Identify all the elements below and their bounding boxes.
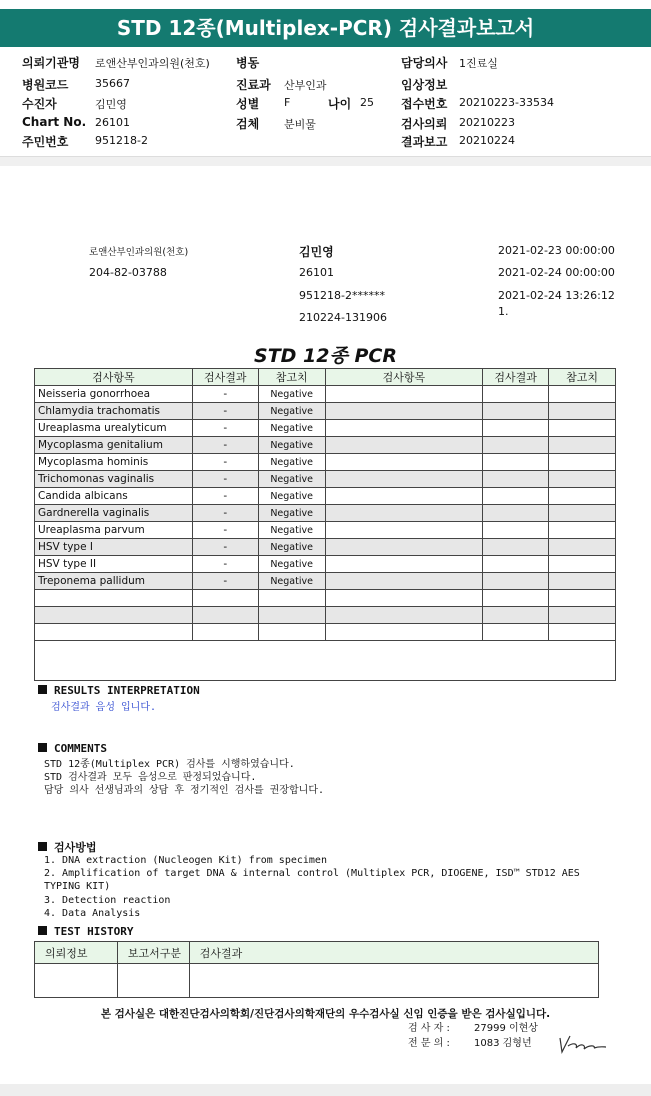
result-item-cell-2	[325, 573, 483, 590]
interpretation-heading	[38, 684, 200, 697]
result-value-cell-2	[483, 590, 549, 607]
result-item-cell-2	[325, 437, 483, 454]
result-value-cell	[192, 624, 258, 641]
result-value-cell-2	[483, 437, 549, 454]
result-ref-cell-2	[549, 573, 616, 590]
method-line: 3. Detection reaction	[44, 895, 171, 906]
bullet-square-icon	[38, 685, 47, 694]
method-line: 1. DNA extraction (Nucleogen Kit) from specimen	[44, 855, 327, 866]
table-row	[35, 590, 616, 607]
result-item-cell-2	[325, 539, 483, 556]
result-ref-cell: Negative	[258, 437, 325, 454]
result-ref-cell: Negative	[258, 386, 325, 403]
result-item-cell: Mycoplasma genitalium	[35, 437, 193, 454]
ward-label: 병동	[236, 56, 260, 70]
result-item-cell: Mycoplasma hominis	[35, 454, 193, 471]
result-value-cell-2	[483, 607, 549, 624]
comments-heading-text: COMMENTS	[54, 742, 107, 755]
hospital-code-value: 35667	[95, 77, 130, 90]
result-ref-cell-2	[549, 624, 616, 641]
bullet-square-icon	[38, 743, 47, 752]
result-item-cell: HSV type II	[35, 556, 193, 573]
method-heading	[38, 839, 97, 855]
result-ref-cell-2	[549, 607, 616, 624]
doctor-label: 담당의사	[401, 56, 448, 70]
result-item-cell-2	[325, 522, 483, 539]
doctor-value: 1진료실	[459, 57, 498, 70]
result-ref-cell: Negative	[258, 403, 325, 420]
result-ref-cell: Negative	[258, 471, 325, 488]
comment-line: 담당 의사 선생님과의 상담 후 정기적인 검사를 권장합니다.	[44, 785, 325, 796]
history-cell	[117, 964, 189, 998]
history-row	[35, 964, 599, 998]
result-value-cell: -	[192, 420, 258, 437]
rrn-label: 주민번호	[22, 135, 69, 149]
clinical-label: 임상정보	[401, 78, 448, 92]
result-value-cell: -	[192, 488, 258, 505]
specimen-value: 분비물	[284, 118, 316, 131]
result-value-cell: -	[192, 471, 258, 488]
result-ref-cell: Negative	[258, 420, 325, 437]
result-value-cell-2	[483, 488, 549, 505]
request-value: 20210223	[459, 116, 515, 129]
specimen-number: 210224-131906	[299, 311, 387, 324]
result-value-cell: -	[192, 505, 258, 522]
result-value-cell: -	[192, 403, 258, 420]
col-header-item: 검사항목	[35, 369, 193, 386]
result-ref-cell-2	[549, 590, 616, 607]
col-header-ref-2: 참고치	[549, 369, 616, 386]
result-item-cell	[35, 607, 193, 624]
result-ref-cell	[258, 607, 325, 624]
result-value-cell-2	[483, 471, 549, 488]
date-reported: 2021-02-24 13:26:12	[498, 289, 615, 302]
results-table	[34, 368, 616, 641]
table-row	[35, 386, 616, 403]
method-line: 4. Data Analysis	[44, 908, 141, 919]
result-ref-cell: Negative	[258, 556, 325, 573]
table-row	[35, 556, 616, 573]
result-ref-cell: Negative	[258, 573, 325, 590]
examiner-label: 검 사 자 :	[408, 1023, 450, 1034]
signature-image	[556, 1028, 608, 1056]
patient-chart: 26101	[299, 266, 334, 279]
result-item-cell-2	[325, 505, 483, 522]
chart-label: Chart No.	[22, 115, 87, 129]
method-line: 2. Amplification of target DNA & internal control (Multiplex PCR, DIOGENE, ISD™ STD12 AES	[44, 868, 580, 879]
examiner-value: 27999 이현상	[474, 1023, 538, 1034]
result-value-cell: -	[192, 454, 258, 471]
col-header-result-2: 검사결과	[483, 369, 549, 386]
result-item-cell: Ureaplasma urealyticum	[35, 420, 193, 437]
result-item-cell: Candida albicans	[35, 488, 193, 505]
date-reported-cont: 1.	[498, 305, 509, 318]
table-row	[35, 437, 616, 454]
dept-label: 진료과	[236, 78, 271, 92]
date-received: 2021-02-23 00:00:00	[498, 244, 615, 257]
result-ref-cell: Negative	[258, 505, 325, 522]
sex-value: F	[284, 96, 291, 109]
result-item-cell: Neisseria gonorrhoea	[35, 386, 193, 403]
result-ref-cell-2	[549, 488, 616, 505]
result-value-cell-2	[483, 420, 549, 437]
result-item-cell: Trichomonas vaginalis	[35, 471, 193, 488]
result-ref-cell: Negative	[258, 539, 325, 556]
history-col-result: 검사결과	[189, 942, 598, 964]
table-row	[35, 624, 616, 641]
table-row	[35, 488, 616, 505]
comment-line: STD 12종(Multiplex PCR) 검사를 시행하였습니다.	[44, 759, 295, 770]
history-cell	[35, 964, 118, 998]
specialist-label: 전 문 의 :	[408, 1038, 450, 1049]
result-item-cell-2	[325, 386, 483, 403]
history-col-request: 의뢰정보	[35, 942, 118, 964]
table-row	[35, 403, 616, 420]
patient-label: 수진자	[22, 97, 57, 111]
interpretation-heading-text: RESULTS INTERPRETATION	[54, 684, 200, 697]
patient-value: 김민영	[95, 98, 127, 111]
result-item-cell: HSV type I	[35, 539, 193, 556]
table-row	[35, 471, 616, 488]
result-ref-cell-2	[549, 505, 616, 522]
result-value-cell: -	[192, 522, 258, 539]
result-item-cell-2	[325, 590, 483, 607]
result-value-cell-2	[483, 539, 549, 556]
result-item-cell: Gardnerella vaginalis	[35, 505, 193, 522]
history-heading	[38, 925, 133, 938]
result-value-cell-2	[483, 505, 549, 522]
dept-value: 산부인과	[284, 79, 327, 92]
result-item-cell-2	[325, 607, 483, 624]
result-ref-cell: Negative	[258, 522, 325, 539]
age-label: 나이	[328, 97, 352, 111]
result-ref-cell: Negative	[258, 454, 325, 471]
history-cell	[189, 964, 598, 998]
result-value-cell-2	[483, 556, 549, 573]
result-ref-cell-2	[549, 386, 616, 403]
sex-label: 성별	[236, 97, 260, 111]
report-label: 결과보고	[401, 135, 448, 149]
request-label: 검사의뢰	[401, 117, 448, 131]
result-value-cell: -	[192, 437, 258, 454]
history-col-report-type: 보고서구분	[117, 942, 189, 964]
section-separator	[0, 156, 651, 166]
result-value-cell: -	[192, 556, 258, 573]
result-item-cell: Chlamydia trachomatis	[35, 403, 193, 420]
history-header-row	[35, 942, 599, 964]
table-row	[35, 573, 616, 590]
result-ref-cell-2	[549, 539, 616, 556]
result-item-cell	[35, 624, 193, 641]
method-line: TYPING KIT)	[44, 881, 111, 892]
patient-rrn: 951218-2******	[299, 289, 385, 302]
result-value-cell: -	[192, 386, 258, 403]
table-row	[35, 454, 616, 471]
certification-note: 본 검사실은 대한진단검사의학회/진단검사의학재단의 우수검사실 신임 인증을 받은 검사실입니다.	[100, 1008, 551, 1020]
reception-label: 접수번호	[401, 97, 448, 111]
result-item-cell-2	[325, 624, 483, 641]
result-value-cell-2	[483, 454, 549, 471]
result-value-cell: -	[192, 539, 258, 556]
hospital-code-label: 병원코드	[22, 78, 69, 92]
table-row	[35, 505, 616, 522]
date-tested: 2021-02-24 00:00:00	[498, 266, 615, 279]
bullet-square-icon	[38, 926, 47, 935]
patient-name: 김민영	[299, 245, 334, 259]
result-ref-cell-2	[549, 420, 616, 437]
comments-heading	[38, 742, 107, 755]
clinic-name: 로앤산부인과의원(천호)	[89, 247, 189, 258]
result-item-cell-2	[325, 556, 483, 573]
result-ref-cell	[258, 590, 325, 607]
results-empty-area	[34, 640, 616, 681]
col-header-ref: 참고치	[258, 369, 325, 386]
table-row	[35, 522, 616, 539]
specimen-label: 검체	[236, 117, 260, 131]
history-heading-text: TEST HISTORY	[54, 925, 134, 938]
specialist-value: 1083 김형년	[474, 1038, 532, 1049]
report-value: 20210224	[459, 134, 515, 147]
std-pcr-title: STD 12종 PCR	[254, 345, 397, 367]
result-ref-cell: Negative	[258, 488, 325, 505]
result-item-cell: Ureaplasma parvum	[35, 522, 193, 539]
chart-value: 26101	[95, 116, 130, 129]
report-title: STD 12종(Multiplex-PCR) 검사결과보고서	[0, 9, 651, 47]
result-ref-cell	[258, 624, 325, 641]
result-ref-cell-2	[549, 471, 616, 488]
result-item-cell-2	[325, 454, 483, 471]
rrn-value: 951218-2	[95, 134, 148, 147]
result-ref-cell-2	[549, 403, 616, 420]
institution-value: 로앤산부인과의원(천호)	[95, 57, 210, 70]
result-item-cell-2	[325, 471, 483, 488]
age-value: 25	[360, 96, 374, 109]
result-value-cell-2	[483, 386, 549, 403]
table-row	[35, 539, 616, 556]
result-item-cell-2	[325, 488, 483, 505]
reception-value: 20210223-33534	[459, 96, 554, 109]
method-heading-text: 검사방법	[54, 841, 97, 854]
result-ref-cell-2	[549, 454, 616, 471]
result-value-cell-2	[483, 522, 549, 539]
result-ref-cell-2	[549, 522, 616, 539]
table-row	[35, 607, 616, 624]
result-item-cell: Treponema pallidum	[35, 573, 193, 590]
result-ref-cell-2	[549, 437, 616, 454]
table-row	[35, 420, 616, 437]
result-value-cell	[192, 590, 258, 607]
result-value-cell-2	[483, 403, 549, 420]
result-item-cell-2	[325, 403, 483, 420]
bottom-bar	[0, 1084, 651, 1096]
result-value-cell: -	[192, 573, 258, 590]
institution-label: 의뢰기관명	[22, 56, 80, 70]
result-value-cell	[192, 607, 258, 624]
result-ref-cell-2	[549, 556, 616, 573]
result-value-cell-2	[483, 573, 549, 590]
interpretation-text: 검사결과 음성 입니다.	[51, 702, 157, 713]
result-item-cell	[35, 590, 193, 607]
results-header-row	[35, 369, 616, 386]
bullet-square-icon	[38, 842, 47, 851]
clinic-phone: 204-82-03788	[89, 266, 167, 279]
history-table	[34, 941, 599, 998]
col-header-item-2: 검사항목	[325, 369, 483, 386]
comment-line: STD 검사결과 모두 음성으로 판정되었습니다.	[44, 772, 257, 783]
col-header-result: 검사결과	[192, 369, 258, 386]
result-value-cell-2	[483, 624, 549, 641]
result-item-cell-2	[325, 420, 483, 437]
